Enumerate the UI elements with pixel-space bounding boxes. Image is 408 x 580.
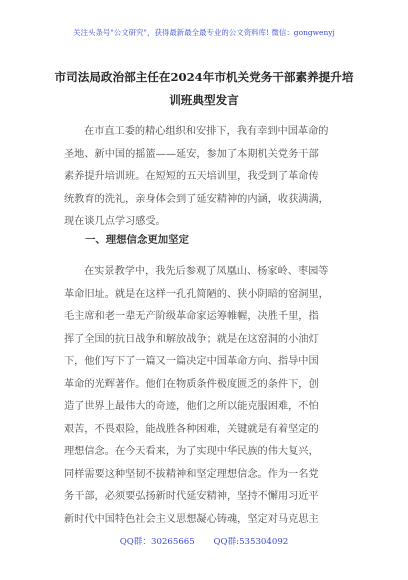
paragraph-line: 下，他们写下了一篇又一篇决定中国革命方向、指导中国: [64, 356, 319, 367]
intro-paragraph: [64, 121, 344, 234]
paragraph-line: 同样需要这种坚韧不拔精神和坚定理想信念。作为一名党: [64, 468, 319, 480]
title-line: 市司法局政治部主任在2024年市机关党务干部素养提升培: [54, 70, 354, 84]
paragraph-line: 在实景教学中，我先后参观了凤凰山、杨家岭、枣园等: [84, 266, 329, 277]
header-banner: 关注头条号"公文研究"，获得最新最全最专业的公文资料库! 微信：gongwenyj: [73, 28, 335, 37]
paragraph-line: 新时代中国特色社会主义思想凝心铸魂，坚定对马克思主: [64, 513, 319, 525]
section-paragraph: [64, 261, 344, 531]
paragraph-line: 革命的光辉著作。他们在物质条件极度匮乏的条件下，创: [64, 378, 319, 390]
paragraph-line: 现在谈几点学习感受。: [64, 216, 166, 227]
footer-contact: [0, 535, 408, 547]
paragraph-line: 统教育的洗礼，亲身体会到了延安精神的内涵，收获满满，: [64, 193, 329, 205]
footer-qq-group-2: QQ群:535304092: [213, 537, 289, 547]
document-title: [40, 66, 368, 111]
paragraph-line: 在市直工委的精心组织和安排下，我有幸到中国革命的: [84, 126, 329, 137]
footer-qq-group: QQ群：30265665: [119, 537, 195, 547]
paragraph-line: 圣地、新中国的摇篮——延安，参加了本期机关党务干部: [64, 148, 319, 160]
paragraph-line: 艰苦，不畏艰险，能战胜各种困难，关键就是有着坚定的: [64, 423, 319, 435]
paragraph-line: 挥了全国的抗日战争和解放战争；就是在这窑洞的小油灯: [64, 333, 319, 345]
paragraph-line: 理想信念。在今天看来，为了实现中华民族的伟大复兴，: [64, 446, 319, 457]
paragraph-line: 素养提升培训班。在短短的五天培训里，我受到了革命传: [64, 171, 319, 182]
paragraph-line: 毛主席和老一辈无产阶级革命家运筹帷幄，决胜千里，指: [64, 311, 319, 322]
paragraph-line: 务干部，必须要弘扬新时代延安精神，坚持不懈用习近平: [64, 491, 319, 502]
paragraph-line: 革命旧址。就是在这样一孔孔简陋的、狭小阴暗的窑洞里，: [64, 288, 329, 300]
paragraph-line: 造了世界上最伟大的奇迹，他们之所以能克服困难，不怕: [64, 401, 319, 412]
section-heading: 一、理想信念更加坚定: [85, 234, 189, 246]
title-line: 训班典型发言: [169, 92, 239, 107]
